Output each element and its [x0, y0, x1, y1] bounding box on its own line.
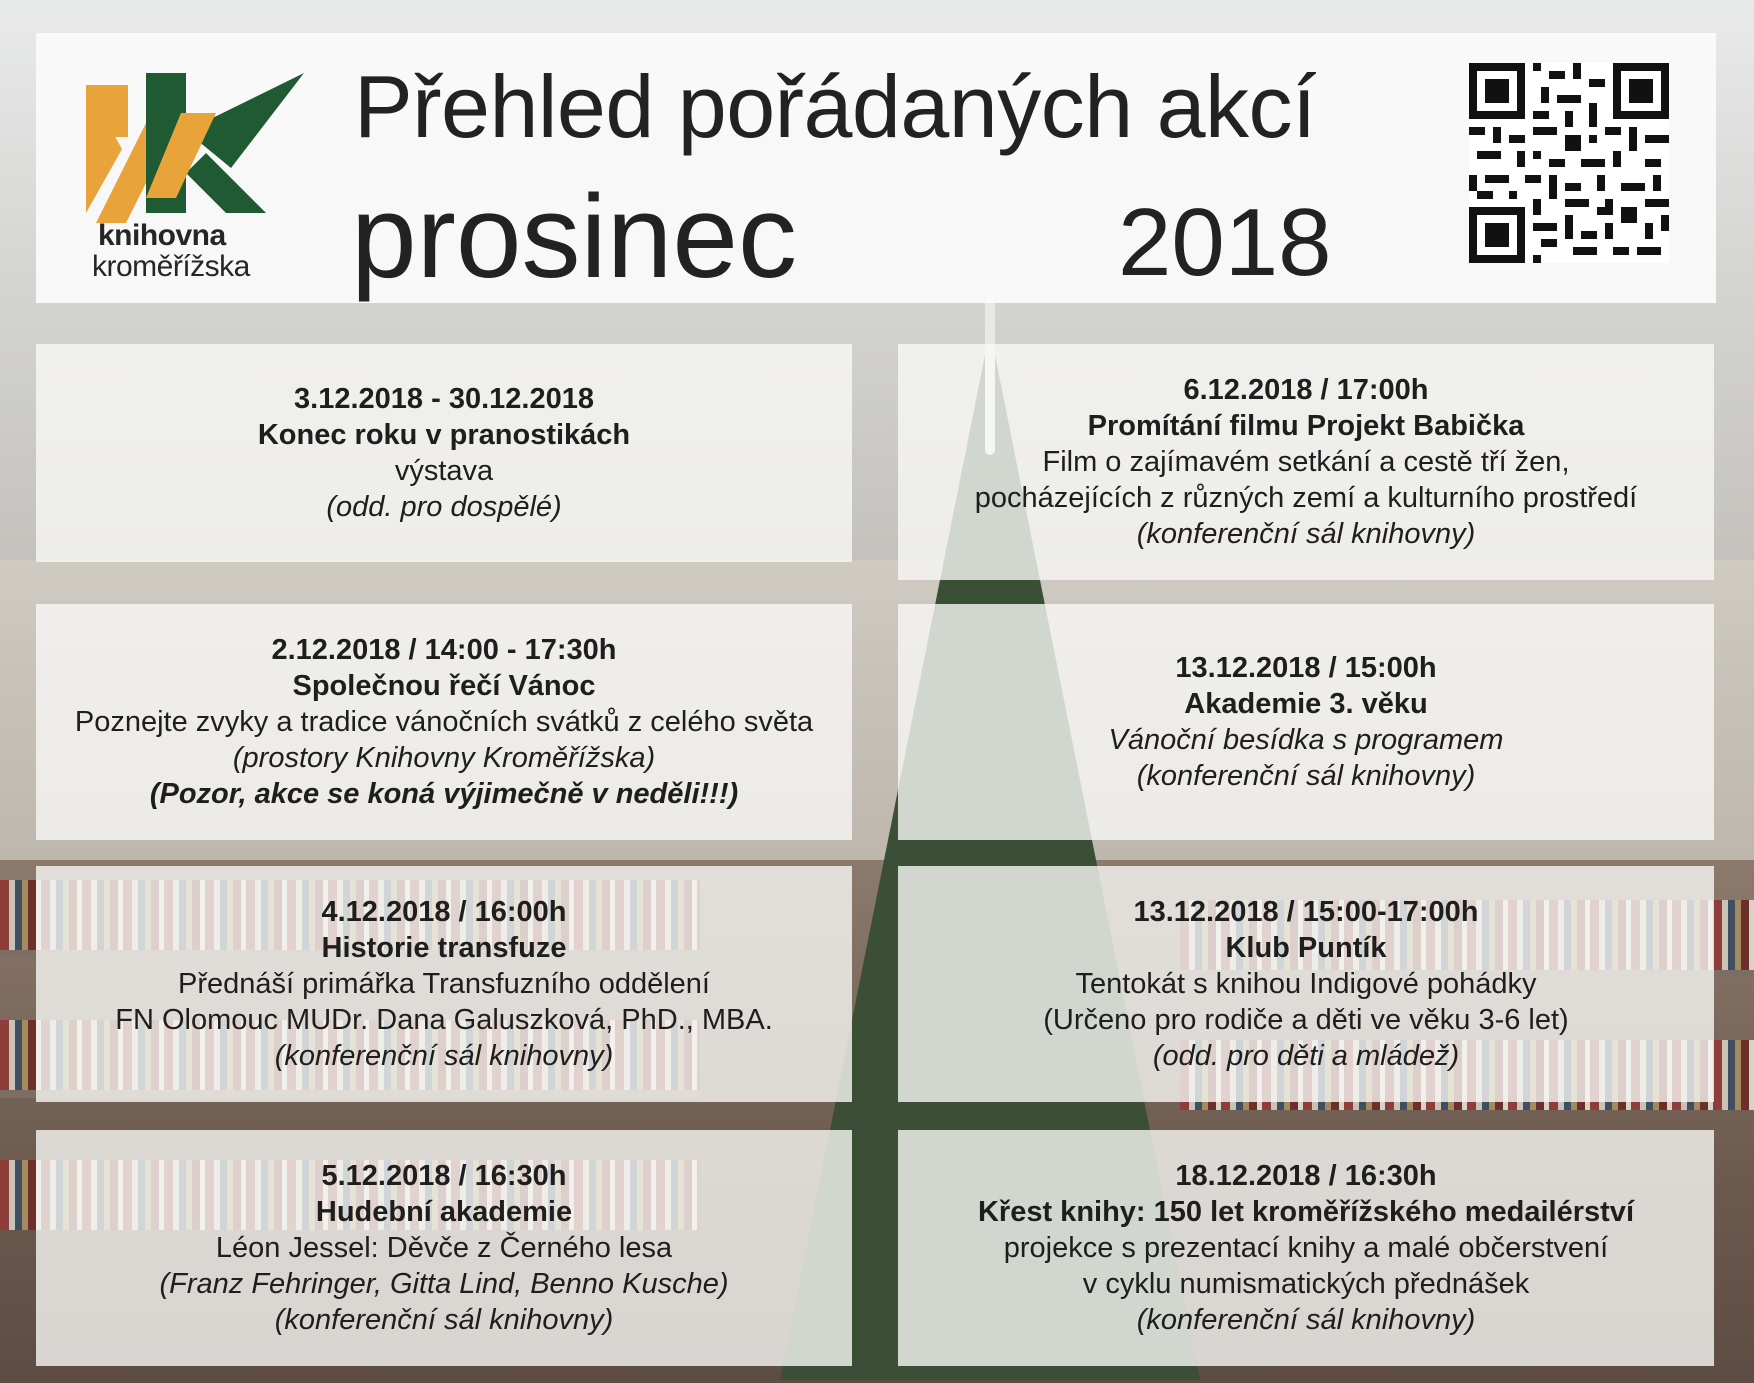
event-description: Tentokát s knihou Indigové pohádky — [1075, 968, 1537, 1000]
page-title: Přehled pořádaných akcí — [354, 57, 1316, 156]
event-card[interactable] — [36, 344, 852, 562]
event-title: Historie transfuze — [321, 932, 567, 964]
event-description: projekce s prezentací knihy a malé občerstvení — [1003, 1232, 1609, 1264]
event-place: (konferenční sál knihovny) — [274, 1304, 614, 1336]
month-title: prosinec — [351, 171, 798, 303]
event-card[interactable] — [36, 1130, 852, 1366]
event-performers: (Franz Fehringer, Gitta Lind, Benno Kusche) — [159, 1268, 729, 1300]
event-title: Společnou řečí Vánoc — [292, 670, 596, 702]
event-description: Film o zajímavém setkání a cestě tří žen, — [1042, 446, 1570, 478]
event-card[interactable] — [36, 866, 852, 1102]
event-date: 4.12.2018 / 16:00h — [321, 896, 567, 928]
event-title: Konec roku v pranostikách — [257, 419, 631, 451]
event-place: (prostory Knihovny Kroměřížska) — [232, 742, 656, 774]
event-place: (konferenční sál knihovny) — [1136, 518, 1476, 550]
event-card[interactable] — [36, 604, 852, 840]
event-description: (Určeno pro rodiče a děti ve věku 3-6 let) — [1043, 1004, 1569, 1036]
event-warning: (Pozor, akce se koná výjimečně v neděli!!!) — [149, 778, 739, 810]
event-date: 13.12.2018 / 15:00-17:00h — [1133, 896, 1479, 928]
event-title: Akademie 3. věku — [1184, 688, 1428, 720]
qr-code-icon[interactable] — [1469, 63, 1669, 263]
event-description: v cyklu numismatických přednášek — [1082, 1268, 1530, 1300]
event-date: 5.12.2018 / 16:30h — [321, 1160, 567, 1192]
event-place: (konferenční sál knihovny) — [1136, 760, 1476, 792]
event-card[interactable] — [898, 866, 1714, 1102]
event-title: Promítání filmu Projekt Babička — [1087, 410, 1525, 442]
event-date: 13.12.2018 / 15:00h — [1175, 652, 1437, 684]
event-date: 18.12.2018 / 16:30h — [1175, 1160, 1437, 1192]
event-place: (konferenční sál knihovny) — [1136, 1304, 1476, 1336]
logo-line1: knihovna — [98, 219, 226, 252]
event-description: Léon Jessel: Děvče z Černého lesa — [215, 1232, 673, 1264]
event-card[interactable] — [898, 1130, 1714, 1366]
event-place: (odd. pro děti a mládež) — [1152, 1040, 1460, 1072]
event-description: Přednáší primářka Transfuzního oddělení — [178, 968, 710, 1000]
event-card[interactable] — [898, 604, 1714, 840]
event-place: (odd. pro dospělé) — [326, 491, 562, 523]
year-title: 2018 — [1118, 189, 1332, 296]
event-date: 3.12.2018 - 30.12.2018 — [294, 383, 594, 415]
event-description: Poznejte zvyky a tradice vánočních svátků z celého světa — [74, 706, 814, 738]
event-card[interactable] — [898, 344, 1714, 580]
header-panel — [36, 33, 1716, 303]
event-description: FN Olomouc MUDr. Dana Galuszková, PhD., MBA. — [115, 1004, 773, 1036]
event-title: Hudební akademie — [315, 1196, 573, 1228]
event-date: 6.12.2018 / 17:00h — [1183, 374, 1429, 406]
event-description: Vánoční besídka s programem — [1108, 724, 1504, 756]
logo-line2: kroměřížska — [92, 250, 250, 283]
event-description: pocházejících z různých zemí a kulturního prostředí — [974, 482, 1638, 514]
event-place: (konferenční sál knihovny) — [274, 1040, 614, 1072]
event-title: Křest knihy: 150 let kroměřížského medailérství — [977, 1196, 1634, 1228]
event-date: 2.12.2018 / 14:00 - 17:30h — [271, 634, 617, 666]
event-title: Klub Puntík — [1225, 932, 1387, 964]
event-description: výstava — [394, 455, 494, 487]
